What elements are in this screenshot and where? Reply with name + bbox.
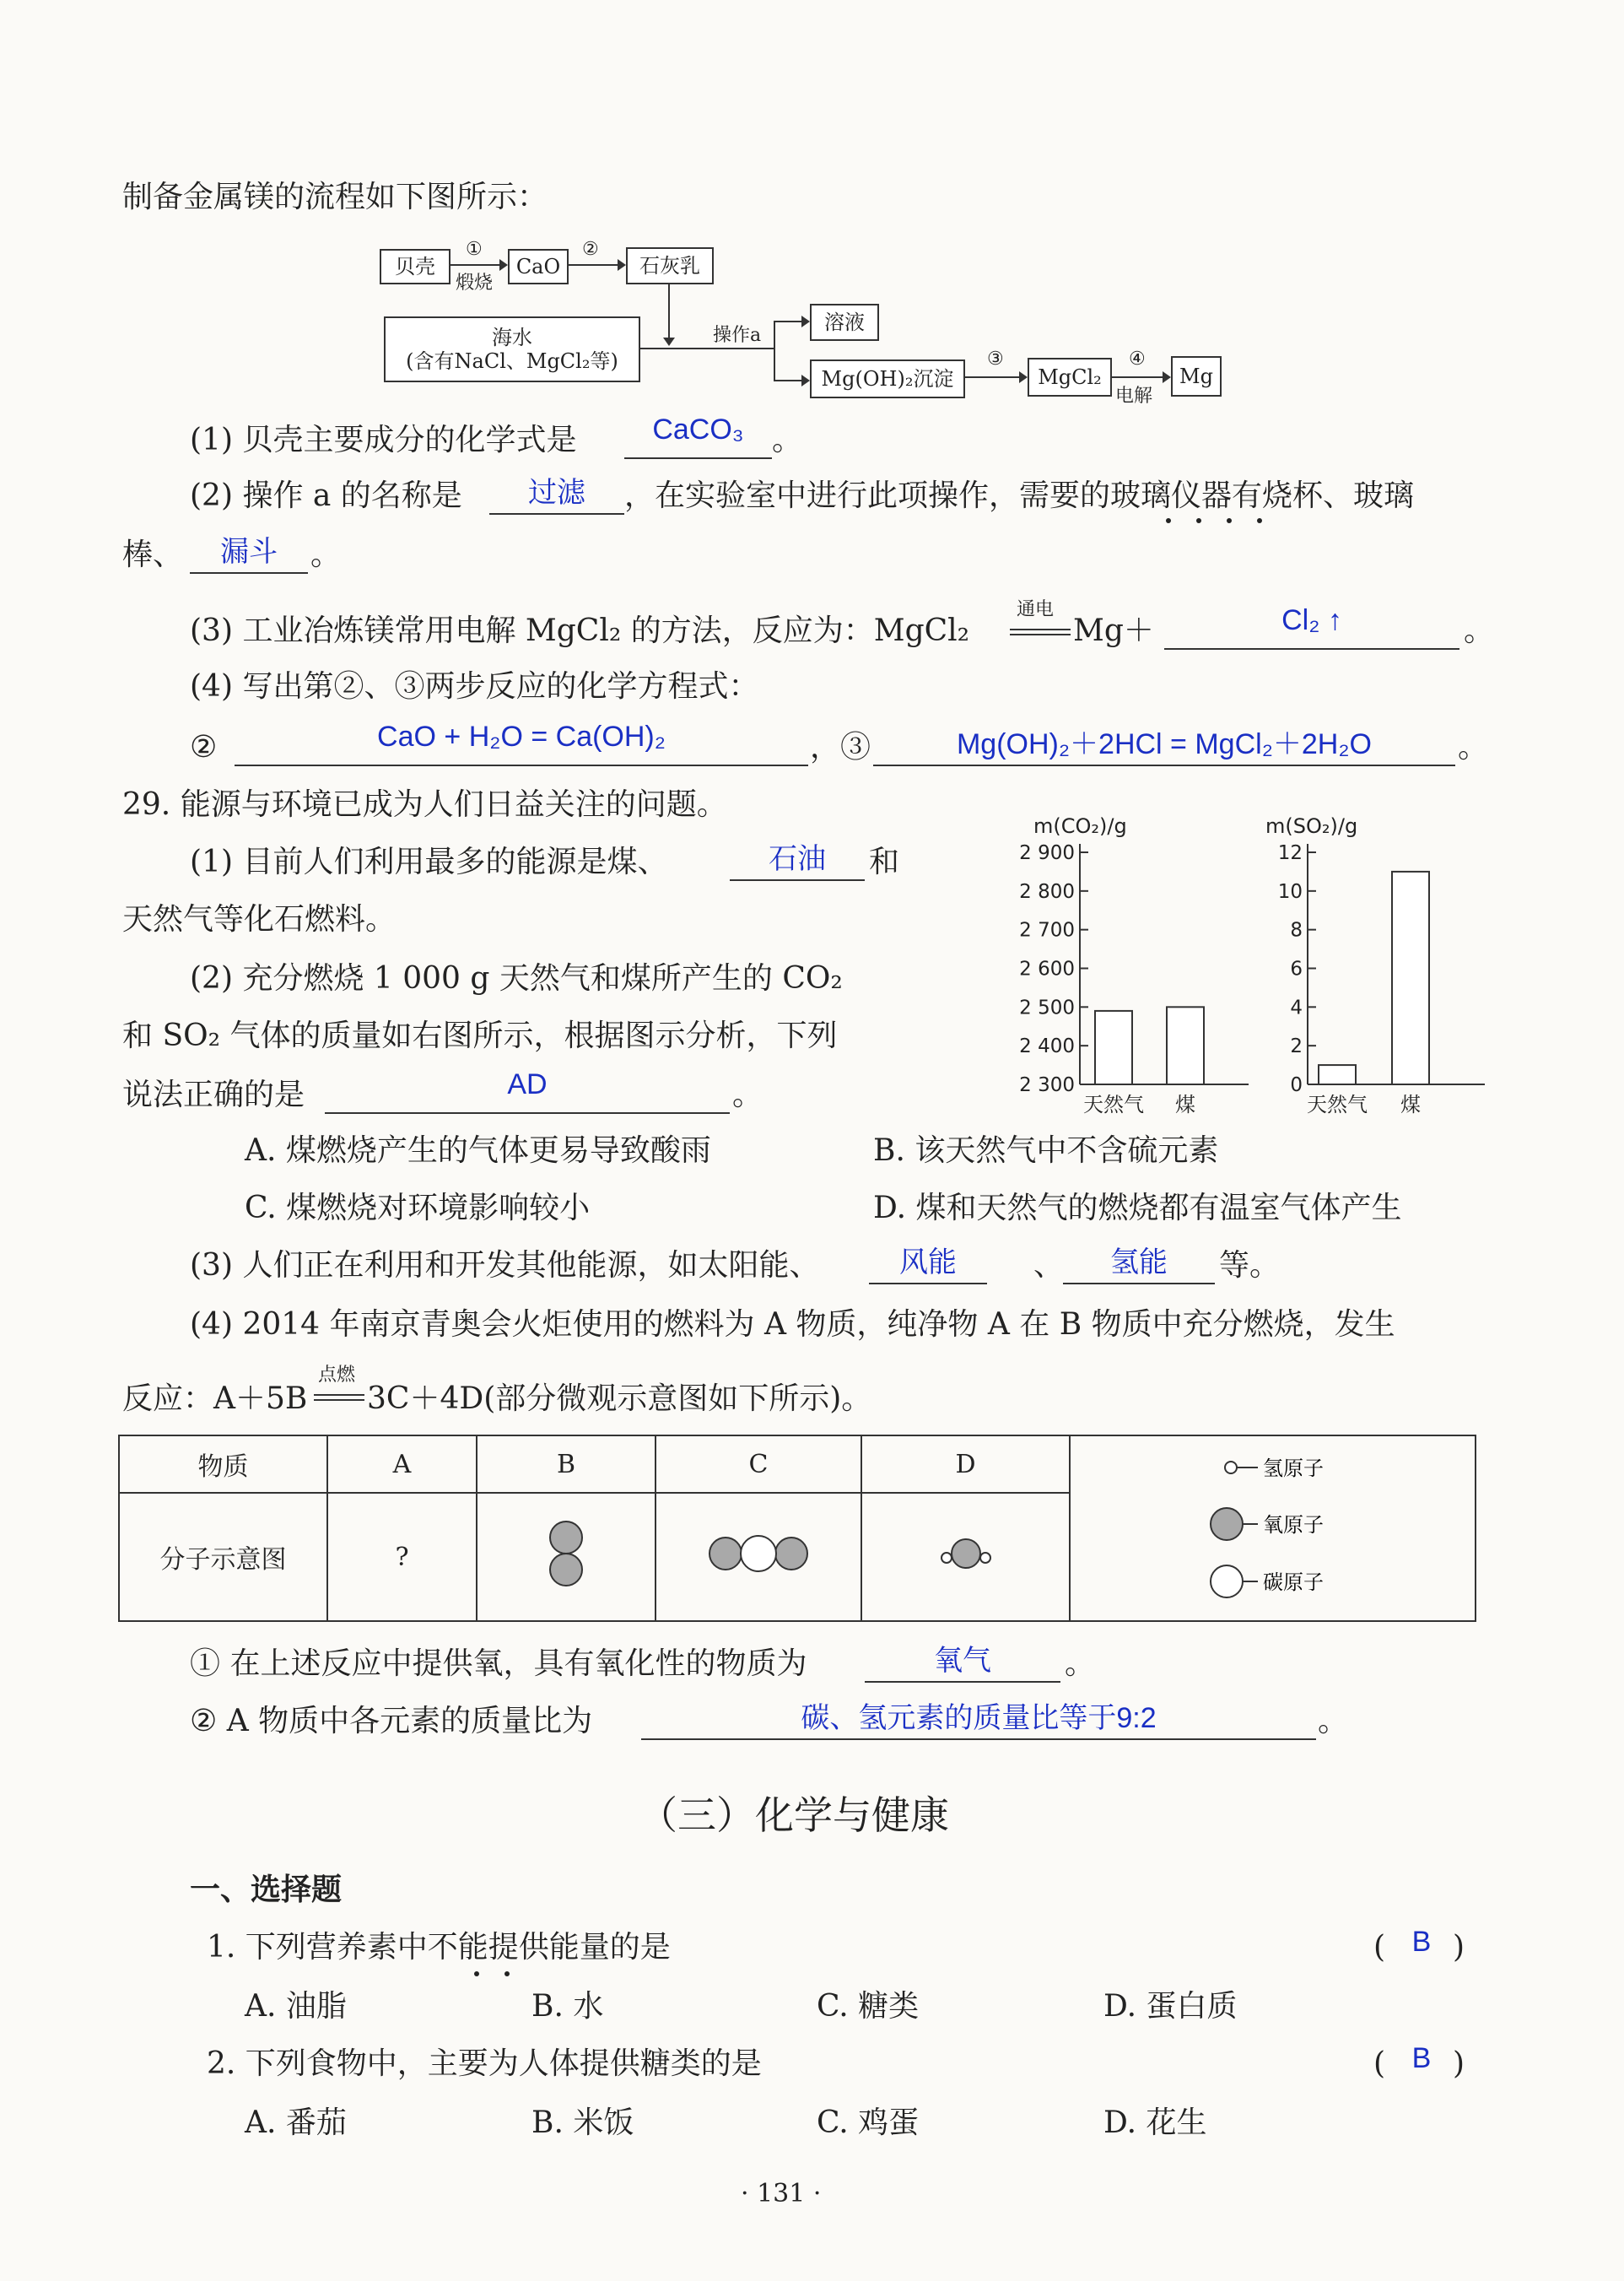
molecule-c xyxy=(656,1493,861,1621)
flow-op-a: 操作a xyxy=(713,325,762,346)
period: 。 xyxy=(732,1078,763,1112)
period: 。 xyxy=(1318,1704,1349,1738)
q1-stem: 1. 下列营养素中不能提供能量的是 xyxy=(207,1930,671,1965)
answer-line xyxy=(865,1681,1060,1683)
legend-carbon xyxy=(1211,1565,1324,1597)
arrowhead xyxy=(1019,371,1028,383)
chart-tick-label: 2 700 xyxy=(1019,919,1075,942)
answer-line xyxy=(730,879,865,881)
answer-q28-2a: 过滤 xyxy=(528,477,585,509)
arrowhead xyxy=(663,338,675,346)
answer-q29-3b: 氢能 xyxy=(1110,1246,1168,1278)
flow-mgcl2: MgCl₂ xyxy=(1028,358,1112,397)
flow-calcine: 煅烧 xyxy=(456,273,494,294)
chart-bar xyxy=(1167,1007,1204,1084)
flow-shell: 贝壳 xyxy=(380,249,451,284)
molecule-a: ? xyxy=(327,1493,477,1621)
table-row-label: 分子示意图 xyxy=(119,1493,327,1621)
carbon-atom-icon xyxy=(1211,1565,1243,1597)
flow-arrow-down xyxy=(668,283,670,343)
hydrogen-atom-icon xyxy=(1225,1462,1237,1473)
table-header: A xyxy=(327,1435,477,1493)
flow-cao: CaO xyxy=(508,249,569,284)
q28-c2: ② xyxy=(190,730,218,765)
q29-p2b: 和 SO₂ 气体的质量如右图所示，根据图示分析，下列 xyxy=(122,1019,838,1053)
oxygen-atom-icon xyxy=(1211,1508,1243,1540)
answer-line xyxy=(190,572,308,574)
q28-p3-condition: 通电 xyxy=(1017,599,1055,620)
q29-option-b: B. 该天然气中不含硫元素 xyxy=(873,1133,1219,1168)
equals-line xyxy=(314,1399,364,1401)
q29-p1b: 和 xyxy=(869,845,900,879)
emphasis-dot xyxy=(474,1971,479,1976)
chart-bar xyxy=(1095,1011,1132,1084)
emphasis-dot xyxy=(1227,518,1232,523)
flow-arrow-3 xyxy=(963,376,1026,378)
chart-bar xyxy=(1319,1065,1356,1084)
answer-line xyxy=(869,1283,987,1284)
q2-option: C. 鸡蛋 xyxy=(817,2105,920,2140)
chart-tick-label: 2 300 xyxy=(1019,1074,1075,1096)
q29-p4a: (4) 2014 年南京青奥会火炬使用的燃料为 A 物质，纯净物 A 在 B 物质中充分燃烧，发生 xyxy=(190,1307,1395,1342)
legend-oxygen xyxy=(1211,1508,1324,1540)
answer-line xyxy=(235,765,808,766)
q29-p2a: (2) 充分燃烧 1 000 g 天然气和煤所产生的 CO₂ xyxy=(190,961,843,996)
answer-q28-2b: 漏斗 xyxy=(220,536,278,568)
section-title: （三）化学与健康 xyxy=(639,1792,949,1838)
q29-p4-condition: 点燃 xyxy=(318,1365,356,1386)
period: 。 xyxy=(772,423,803,457)
chart-tick-label: 12 xyxy=(1277,842,1303,864)
chart-category-label: 煤 xyxy=(1400,1093,1421,1116)
answer-q29-4b: 碳、氢元素的质量比等于9:2 xyxy=(801,1702,1157,1734)
q1-option: D. 蛋白质 xyxy=(1103,1989,1238,2024)
separator: 、 xyxy=(1033,1248,1065,1283)
flow-line-op xyxy=(639,348,774,349)
answer-q2: B xyxy=(1411,2042,1432,2074)
flow-step4: ④ xyxy=(1129,349,1146,370)
chart-category-label: 煤 xyxy=(1175,1093,1195,1116)
chart-tick-label: 2 500 xyxy=(1019,997,1075,1019)
q28-p2c: 棒、 xyxy=(122,538,184,572)
flow-arrow-2 xyxy=(567,264,624,266)
atom-legend xyxy=(1071,1436,1408,1613)
q29-stem: 29. 能源与环境已成为人们日益关注的问题。 xyxy=(122,787,727,822)
h2o-molecule-icon xyxy=(932,1532,1000,1575)
answer-q29-4a: 氧气 xyxy=(934,1645,991,1677)
answer-q28-4a: CaO + H₂O = Ca(OH)₂ xyxy=(377,721,666,753)
legend-label: 氢原子 xyxy=(1263,1457,1324,1480)
arrowhead xyxy=(801,316,810,327)
answer-q1: B xyxy=(1411,1926,1432,1958)
q1-option: B. 水 xyxy=(531,1989,604,2024)
answer-q29-2: AD xyxy=(507,1068,548,1100)
answer-line xyxy=(873,765,1455,766)
chart-tick-label: 10 xyxy=(1277,880,1303,903)
q29-option-a: A. 煤燃烧产生的气体更易导致酸雨 xyxy=(245,1133,711,1168)
q28-p2a: (2) 操作 a 的名称是 xyxy=(190,478,462,513)
q2-stem: 2. 下列食物中，主要为人体提供糖类的是 xyxy=(207,2046,762,2081)
table-header: D xyxy=(861,1435,1070,1493)
chart-tick-label: 2 800 xyxy=(1019,880,1075,903)
molecule-d xyxy=(861,1493,1070,1621)
q28-p2b: ，在实验室中进行此项操作，需要的玻璃仪器有烧杯、玻璃 xyxy=(624,478,1415,513)
flow-step2: ② xyxy=(582,239,599,260)
flow-split xyxy=(774,321,775,380)
molecule-b xyxy=(477,1493,656,1621)
q29-option-c: C. 煤燃烧对环境影响较小 xyxy=(245,1191,591,1225)
legend-cell xyxy=(1070,1435,1476,1621)
answer-q29-1: 石油 xyxy=(769,843,826,875)
equals-line xyxy=(1010,634,1071,635)
paren-right: ) xyxy=(1453,2046,1465,2081)
q29-p4b2: 3C＋4D(部分微观示意图如下所示)。 xyxy=(367,1381,872,1416)
page-number: · 131 · xyxy=(741,2179,822,2208)
flow-seawater-label: 海水 xyxy=(492,326,532,349)
period: 。 xyxy=(1458,730,1489,765)
q28-p3a: (3) 工业冶炼镁常用电解 MgCl₂ 的方法，反应为：MgCl₂ xyxy=(190,613,970,648)
flow-arrow-1 xyxy=(449,264,506,266)
chart-bar xyxy=(1392,872,1429,1084)
answer-line xyxy=(489,513,624,515)
answer-q28-4b: Mg(OH)₂＋2HCl = MgCl₂＋2H₂O xyxy=(956,728,1373,760)
emphasis-dot xyxy=(504,1971,510,1976)
legend-label: 氧原子 xyxy=(1263,1513,1324,1537)
answer-q29-3a: 风能 xyxy=(899,1246,957,1278)
answer-line xyxy=(1063,1283,1215,1284)
chart-tick-label: 0 xyxy=(1290,1074,1303,1096)
chart-category-label: 天然气 xyxy=(1083,1093,1144,1116)
table-header: B xyxy=(477,1435,656,1493)
arrowhead xyxy=(1163,371,1171,383)
molecule-table xyxy=(118,1435,1476,1622)
chart-ylabel: m(SO₂)/g xyxy=(1265,814,1358,838)
equals-line xyxy=(314,1394,364,1396)
flow-solution: 溶液 xyxy=(810,304,879,341)
q1-option: C. 糖类 xyxy=(817,1989,920,2024)
chart-tick-label: 8 xyxy=(1290,919,1303,942)
answer-q28-1: CaCO₃ xyxy=(652,413,744,446)
flow-electrolysis: 电解 xyxy=(1115,386,1153,407)
paren-left: ( xyxy=(1373,1930,1386,1965)
q29-p2c: 说法正确的是 xyxy=(122,1078,305,1112)
flow-arrow-4 xyxy=(1110,376,1169,378)
chart-tick-label: 6 xyxy=(1290,958,1303,981)
flow-seawater-note: (含有NaCl、MgCl₂等) xyxy=(406,349,618,373)
table-header: 物质 xyxy=(119,1435,327,1493)
answer-line xyxy=(325,1112,730,1114)
chart-tick-label: 2 900 xyxy=(1019,842,1075,864)
flow-step1: ① xyxy=(466,239,483,260)
q29-p1c: 天然气等化石燃料。 xyxy=(122,902,397,937)
answer-line xyxy=(1164,648,1459,650)
q29-p3a: (3) 人们正在利用和开发其他能源，如太阳能、 xyxy=(190,1248,820,1283)
so2-bar-chart xyxy=(1257,806,1493,1118)
answer-line xyxy=(641,1738,1316,1740)
q29-p4b1: 反应：A＋5B xyxy=(122,1381,308,1416)
answer-line xyxy=(624,457,772,459)
chart-tick-label: 4 xyxy=(1290,997,1303,1019)
emphasis-dot xyxy=(1257,518,1262,523)
q28-p3b: Mg＋ xyxy=(1073,613,1154,648)
period: 。 xyxy=(1464,613,1495,648)
paren-right: ) xyxy=(1453,1930,1465,1965)
flow-seawater xyxy=(384,316,640,382)
equals-line xyxy=(1010,629,1071,630)
chart-category-label: 天然气 xyxy=(1307,1093,1368,1116)
q1-option: A. 油脂 xyxy=(245,1989,347,2024)
q29-option-d: D. 煤和天然气的燃烧都有温室气体产生 xyxy=(873,1191,1402,1225)
q2-option: B. 米饭 xyxy=(531,2105,634,2140)
flow-lime-milk: 石灰乳 xyxy=(626,247,714,284)
flow-mg: Mg xyxy=(1171,356,1222,397)
table-header: C xyxy=(656,1435,861,1493)
section-subtitle: 一、选择题 xyxy=(190,1873,343,1907)
period: 。 xyxy=(310,538,342,572)
intro-text: 制备金属镁的流程如下图所示： xyxy=(122,180,548,214)
co2-molecule-icon xyxy=(704,1528,813,1579)
co2-bar-chart xyxy=(995,806,1274,1118)
q29-sub1: ① 在上述反应中提供氧，具有氧化性的物质为 xyxy=(190,1646,807,1681)
emphasis-dot xyxy=(1166,518,1171,523)
legend-label: 碳原子 xyxy=(1263,1570,1324,1594)
period: 。 xyxy=(1065,1646,1096,1681)
q28-p1: (1) 贝壳主要成分的化学式是 xyxy=(190,423,577,457)
q29-p3b: 等。 xyxy=(1219,1248,1281,1283)
q28-p4: (4) 写出第②、③两步反应的化学方程式： xyxy=(190,669,759,704)
emphasis-dot xyxy=(1196,518,1201,523)
q2-option: A. 番茄 xyxy=(245,2105,347,2140)
flow-step3: ③ xyxy=(987,349,1004,370)
legend-hydrogen xyxy=(1225,1457,1324,1480)
arrowhead xyxy=(801,375,810,386)
q2-option: D. 花生 xyxy=(1103,2105,1207,2140)
o2-molecule-icon xyxy=(541,1516,591,1592)
answer-q28-3: Cl₂ ↑ xyxy=(1281,604,1342,636)
arrowhead xyxy=(618,259,626,271)
chart-tick-label: 2 xyxy=(1290,1035,1303,1058)
paren-left: ( xyxy=(1373,2046,1386,2081)
arrowhead xyxy=(499,259,508,271)
chart-tick-label: 2 600 xyxy=(1019,958,1075,981)
q28-c3: ，③ xyxy=(810,730,871,765)
q29-p1a: (1) 目前人们利用最多的能源是煤、 xyxy=(190,845,668,879)
chart-ylabel: m(CO₂)/g xyxy=(1033,814,1127,838)
chart-tick-label: 2 400 xyxy=(1019,1035,1075,1058)
q29-sub2: ② A 物质中各元素的质量比为 xyxy=(190,1704,593,1738)
flow-precipitate: Mg(OH)₂沉淀 xyxy=(810,359,965,398)
